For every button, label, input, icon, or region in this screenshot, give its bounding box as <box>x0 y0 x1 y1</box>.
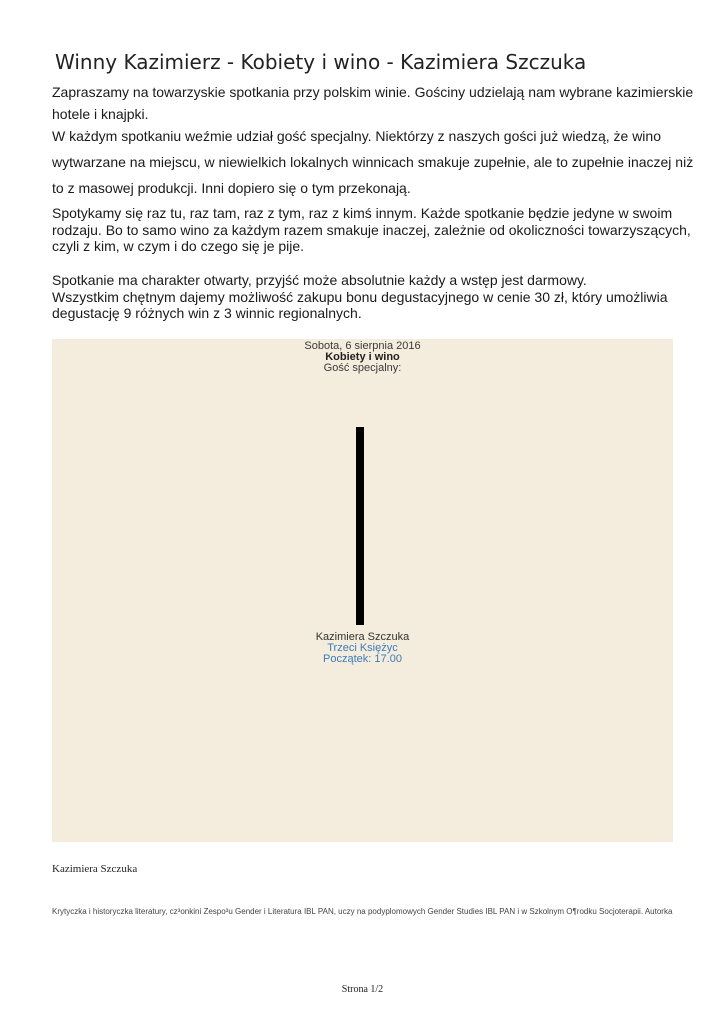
guest-line: W każdym spotkaniu weźmie udział gość specjalny. Niektórzy z naszych gości już wiedzą, że wino <box>52 128 661 144</box>
intro-line: Zapraszamy na towarzyskie spotkania przy polskim winie. Gościny udzielają nam wybrane kazimierskie <box>52 84 694 100</box>
guest-paragraph <box>52 123 694 201</box>
event-date: Sobota, 6 sierpnia 2016 <box>304 340 421 352</box>
bio-text: Krytyczka i historyczka literatury, cz³onkini Zespo³u Gender i Literatura IBL PAN, uczy na podyplomowych Gender Studies IBL PAN i w Szkolnym O¶rodku Socjoterapii. Autorka <box>52 907 673 916</box>
guest-line: wytwarzane na miejscu, w niewielkich lokalnych winnicach smakuje zupełnie, ale to zupełnie inaczej niż <box>52 154 694 170</box>
access-line: Wszystkim chętnym dajemy możliwość zakupu bonu degustacyjnego w cenie 30 zł, który umożliwia <box>52 288 668 305</box>
event-panel <box>52 339 673 842</box>
meeting-paragraph <box>52 205 691 255</box>
bio-name: Kazimiera Szczuka <box>52 863 138 875</box>
intro-paragraph <box>52 81 694 125</box>
meeting-line: Spotykamy się raz tu, raz tam, raz z tym, raz z kimś innym. Każde spotkanie będzie jedyne w swoim <box>52 205 673 221</box>
access-paragraph <box>52 272 677 322</box>
access-line: degustację 9 różnych win z 3 winnic regionalnych. <box>52 305 362 321</box>
guest-line: to z masowej produkcji. Inni dopiero się o tym przekonają. <box>52 180 411 196</box>
access-line: Spotkanie ma charakter otwarty, przyjść może absolutnie każdy a wstęp jest darmowy. <box>52 272 587 288</box>
event-venue-link[interactable]: Trzeci Księżyc <box>327 642 398 654</box>
page-number: Strona 1/2 <box>341 984 384 995</box>
guest-photo <box>356 427 364 625</box>
event-title: Kobiety i wino <box>325 351 400 363</box>
page-title: Winny Kazimierz - Kobiety i wino - Kazimiera Szczuka <box>55 50 587 74</box>
event-start-time: Początek: 17.00 <box>323 653 402 665</box>
event-guest-name: Kazimiera Szczuka <box>315 631 410 643</box>
event-guest-label: Gość specjalny: <box>323 362 402 374</box>
meeting-line: rodzaju. Bo to samo wino za każdym razem smakuje inaczej, zależnie od okoliczności towarzyszących, <box>52 221 691 238</box>
meeting-line: czyli z kim, w czym i do czego się je pije. <box>52 238 305 254</box>
intro-line: hotele i knajpki. <box>52 106 149 122</box>
